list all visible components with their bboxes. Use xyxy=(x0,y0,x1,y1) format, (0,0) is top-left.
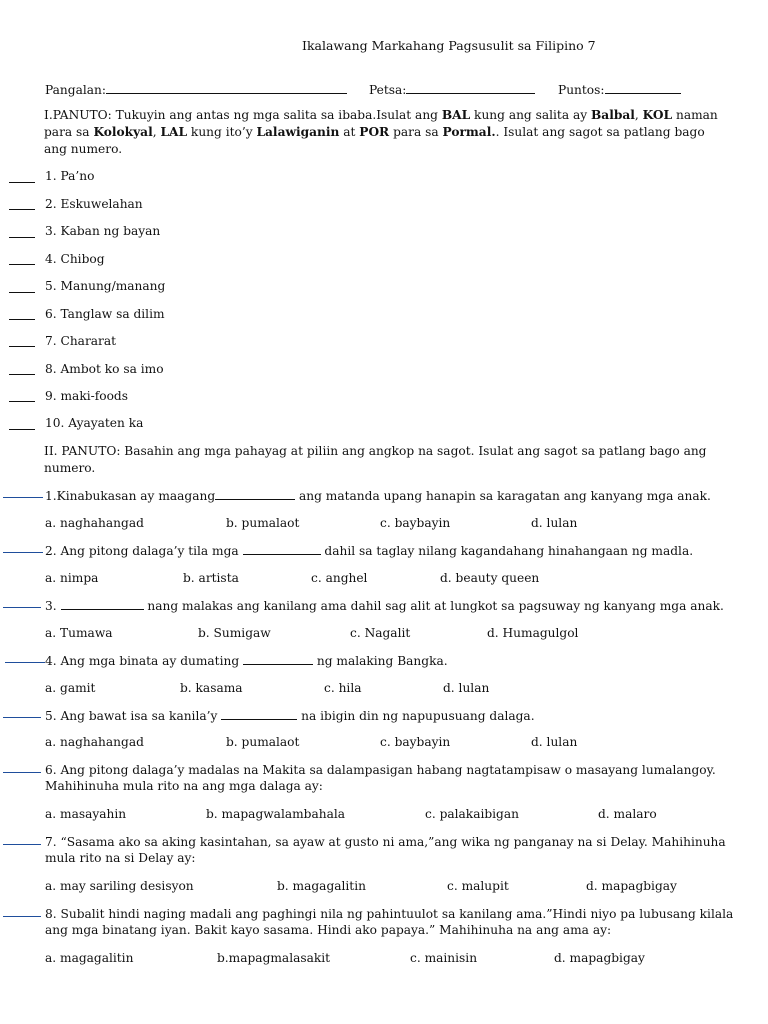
choice-a[interactable]: a. gamit xyxy=(45,681,96,695)
answer-blank[interactable] xyxy=(9,264,35,265)
question-7: 7. “Sasama ako sa aking kasintahan, sa ayaw at gusto ni ama,”ang wika ng panganay na si Delay. Mahihinuha mula rito na si Delay ay: xyxy=(45,835,726,865)
answer-blank[interactable] xyxy=(9,346,35,347)
choice-a[interactable]: a. magagalitin xyxy=(45,951,134,965)
choice-c[interactable]: c. anghel xyxy=(311,571,368,585)
list-item: 5. Manung/manang xyxy=(45,279,166,293)
answer-blank[interactable] xyxy=(3,607,41,608)
choice-d[interactable]: d. Humagulgol xyxy=(487,626,579,640)
score-label: Puntos: xyxy=(558,83,605,97)
name-field xyxy=(45,81,347,98)
code-por: POR xyxy=(359,125,390,139)
choice-b[interactable]: b. kasama xyxy=(180,681,243,695)
choice-c[interactable]: c. palakaibigan xyxy=(425,807,519,821)
choice-b[interactable]: b. artista xyxy=(183,571,239,585)
question-8: 8. Subalit hindi naging madali ang paghingi nila ng pahintuulot sa kanilang ama.”Hindi niyo pa lubusang kilala ang mga binatang iyan. Bakit kayo sasama. Hindi ako papaya.” Mahihinuha na ang ama ay: xyxy=(45,907,734,937)
choice-c[interactable]: c. Nagalit xyxy=(350,626,411,640)
question-3: 3. nang malakas ang kanilang ama dahil sag alit at lungkot sa pagsuway ng kanyang mga anak. xyxy=(45,599,724,613)
choice-b[interactable]: b. Sumigaw xyxy=(198,626,271,640)
answer-blank[interactable] xyxy=(3,844,41,845)
answer-blank[interactable] xyxy=(9,319,35,320)
question-2: 2. Ang pitong dalaga’y tila mga dahil sa taglay nilang kagandahang hinahangaan ng madla. xyxy=(45,544,694,558)
question-4: 4. Ang mga binata ay dumating ng malaking Bangka. xyxy=(45,654,448,668)
answer-blank[interactable] xyxy=(3,717,41,718)
date-blank[interactable] xyxy=(406,81,535,94)
list-item: 7. Chararat xyxy=(45,334,117,348)
choice-a[interactable]: a. nimpa xyxy=(45,571,99,585)
answer-blank[interactable] xyxy=(9,429,35,430)
answer-blank[interactable] xyxy=(3,916,41,917)
code-kol: KOL xyxy=(642,108,673,122)
question-1: 1.Kinabukasan ay maagang ang matanda upang hanapin sa karagatan ang kanyang mga anak. xyxy=(45,489,711,503)
choice-d[interactable]: d. lulan xyxy=(443,681,490,695)
code-lal: LAL xyxy=(160,125,188,139)
term-kolokyal: Kolokyal xyxy=(93,125,153,139)
choice-b[interactable]: b. magagalitin xyxy=(277,879,366,893)
choice-a[interactable]: a. naghahangad xyxy=(45,516,144,530)
code-bal: BAL xyxy=(441,108,471,122)
answer-blank[interactable] xyxy=(3,552,43,553)
date-label: Petsa: xyxy=(369,83,407,97)
part1-instruction: I.PANUTO: Tukuyin ang antas ng mga salita sa ibaba.Isulat ang BAL kung ang salita ay Balbal, KOL naman para sa Kolokyal, LAL kung ito’y Lalawiganin at POR para sa Pormal.. Isulat ang sagot sa patlang bago ang numero. xyxy=(44,108,718,156)
choice-d[interactable]: d. beauty queen xyxy=(440,571,540,585)
choice-d[interactable]: d. malaro xyxy=(598,807,657,821)
answer-blank[interactable] xyxy=(9,374,35,375)
list-item: 3. Kaban ng bayan xyxy=(45,224,161,238)
score-field xyxy=(558,81,681,98)
answer-blank[interactable] xyxy=(9,237,35,238)
answer-blank[interactable] xyxy=(9,182,35,183)
choice-d[interactable]: d. lulan xyxy=(531,516,578,530)
choice-a[interactable]: a. masayahin xyxy=(45,807,127,821)
list-item: 6. Tanglaw sa dilim xyxy=(45,307,165,321)
choice-a[interactable]: a. Tumawa xyxy=(45,626,113,640)
choice-b[interactable]: b. pumalaot xyxy=(226,516,300,530)
name-blank[interactable] xyxy=(106,81,347,94)
fill-blank[interactable] xyxy=(61,597,144,610)
term-balbal: Balbal xyxy=(591,108,635,122)
choice-a[interactable]: a. may sariling desisyon xyxy=(45,879,194,893)
term-lalawiganin: Lalawiganin xyxy=(256,125,340,139)
choice-b[interactable]: b. mapagwalambahala xyxy=(206,807,346,821)
choice-c[interactable]: c. mainisin xyxy=(410,951,478,965)
choice-c[interactable]: c. malupit xyxy=(447,879,509,893)
fill-blank[interactable] xyxy=(243,542,321,555)
choice-c[interactable]: c. baybayin xyxy=(380,735,451,749)
list-item: 8. Ambot ko sa imo xyxy=(45,362,164,376)
score-blank[interactable] xyxy=(605,81,681,94)
fill-blank[interactable] xyxy=(221,707,297,720)
list-item: 10. Ayayaten ka xyxy=(45,416,144,430)
list-item: 2. Eskuwelahan xyxy=(45,197,143,211)
choice-a[interactable]: a. naghahangad xyxy=(45,735,144,749)
choice-c[interactable]: c. hila xyxy=(324,681,362,695)
fill-blank[interactable] xyxy=(243,652,313,665)
answer-blank[interactable] xyxy=(9,292,35,293)
list-item: 9. maki-foods xyxy=(45,389,128,403)
exam-title: Ikalawang Markahang Pagsusulit sa Filipino 7 xyxy=(302,38,596,53)
list-item: 4. Chibog xyxy=(45,252,105,266)
answer-blank[interactable] xyxy=(9,209,35,210)
answer-blank[interactable] xyxy=(3,497,43,498)
answer-blank[interactable] xyxy=(3,772,41,773)
answer-blank[interactable] xyxy=(5,662,45,663)
choice-d[interactable]: d. mapagbigay xyxy=(554,951,645,965)
fill-blank[interactable] xyxy=(215,487,295,500)
choice-b[interactable]: b.mapagmalasakit xyxy=(217,951,331,965)
answer-blank[interactable] xyxy=(9,401,35,402)
part2-instruction: II. PANUTO: Basahin ang mga pahayag at piliin ang angkop na sagot. Isulat ang sagot sa patlang bago ang numero. xyxy=(44,444,707,475)
choice-d[interactable]: d. mapagbigay xyxy=(586,879,677,893)
choice-d[interactable]: d. lulan xyxy=(531,735,578,749)
term-pormal: Pormal. xyxy=(442,125,496,139)
choice-b[interactable]: b. pumalaot xyxy=(226,735,300,749)
question-6: 6. Ang pitong dalaga’y madalas na Makita sa dalampasigan habang nagtatampisaw o masayang lumalangoy. Mahihinuha mula rito na ang mga dalaga ay: xyxy=(45,763,716,793)
question-5: 5. Ang bawat isa sa kanila’y na ibigin din ng napupusuang dalaga. xyxy=(45,709,535,723)
date-field xyxy=(369,81,535,98)
choice-c[interactable]: c. baybayin xyxy=(380,516,451,530)
name-label: Pangalan: xyxy=(45,83,106,97)
list-item: 1. Pa’no xyxy=(45,169,95,183)
